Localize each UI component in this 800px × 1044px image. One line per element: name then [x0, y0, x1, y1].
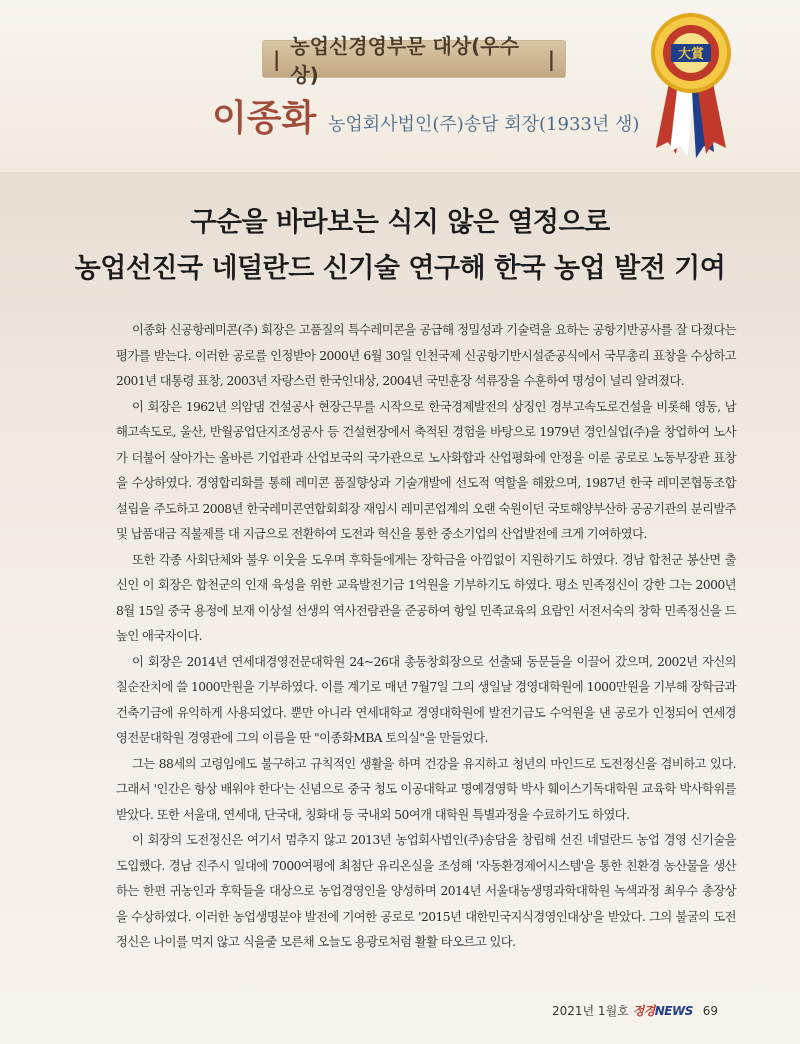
magazine-logo — [633, 1004, 693, 1018]
page-number: 69 — [702, 1004, 718, 1018]
paragraph-1: 이종화 신공항레미콘(주) 회장은 고품질의 특수레미콘을 공급해 정밀성과 기술력을 요하는 공항기반공사를 잘 다졌다는 평가를 받는다. 이러한 공로를 인정받아 2000년 6월 30일 인천국제 신공항기반시설준공식에서 국무총리 표창을 수상하고 2001년 대통령 표창, 2003년 자랑스런 한국인대상, 2004년 국민훈장 석류장을 수훈하여 명성이 널리 알려졌다. — [116, 323, 736, 388]
paragraph-5: 그는 88세의 고령임에도 불구하고 규칙적인 생활을 하며 건강을 유지하고 청년의 마인드로 도전정신을 겸비하고 있다. 그래서 '인간은 항상 배워야 한다'는 신념으로 중국 청도 이공대학교 명예경영학 박사 훼이스기독대학원 교육학 박사학위를 받았다. 또한 서울대, 연세대, 단국대, 칭화대 등 국내외 50여개 대학원 특별과정을 수료하기도 하였다. — [116, 756, 736, 822]
awardee-title: 농업회사법인(주)송담 회장(1933년 생) — [328, 114, 640, 135]
paragraph-4: 이 회장은 2014년 연세대경영전문대학원 24~26대 총동창회장으로 선출돼 동문들을 이끌어 갔으며, 2002년 자신의 칠순잔치에 쓸 1000만원을 기부하였다. 이를 계기로 매년 7월7일 그의 생일날 경영대학원에 1000만원을 기부해 장학금과 건축기금에 유익하게 사용되었다. 뿐만 아니라 연세대학교 경영대학원에 발전기금도 수억원을 낸 공로가 인정되어 연세경영전문대학원 경영관에 그의 이름을 딴 "이종화MBA 토의실"을 만들었다. — [116, 654, 736, 745]
headline-line-2: 농업선진국 네덜란드 신기술 연구해 한국 농업 발전 기여 — [74, 253, 726, 284]
award-category-banner — [262, 34, 566, 87]
article-header — [0, 0, 800, 172]
headline-line-1: 구순을 바라보는 식지 않은 열정으로 — [190, 207, 610, 238]
medal-center-text: 大賞 — [677, 47, 705, 62]
issue-date: 2021년 1월호 — [551, 1004, 629, 1018]
banner-left-bar: | — [273, 47, 281, 71]
awardee-name: 이종화 — [212, 98, 317, 139]
paragraph-3: 또한 각종 사회단체와 불우 이웃을 도우며 후학들에게는 장학금을 아낌없이 지원하기도 하였다. 경남 합천군 봉산면 출신인 이 회장은 합천군의 인재 육성을 위한 교육발전기금 1억원을 기부하기도 하였다. 평소 민족정신이 강한 그는 2000년 8월 15일 중국 용정에 보재 이상설 선생의 역사전람관을 준공하여 항일 민족교육의 요람인 서전서숙의 창학 민족정신을 드높인 애국자이다. — [116, 552, 736, 643]
article-content — [116, 318, 736, 956]
banner-right-bar: | — [547, 47, 555, 71]
award-category-label: 농업신경영부문 대상(우수상) — [290, 34, 519, 87]
paragraph-2: 이 회장은 1962년 의암댐 건설공사 현장근무를 시작으로 한국경제발전의 상징인 경부고속도로건설을 비롯해 영동, 남해고속도로, 울산, 반월공업단지조성공사 등 건설현장에서 축적된 경험을 바탕으로 1979년 경인실업(주)을 창업하여 노사가 더불어 살아가는 올바른 기업관과 산업보국의 국가관으로 노사화합과 산업평화에 안정을 이룬 공로로 노동부장관 표창을 수상하였다. 경영합리화를 통해 레미콘 품질향상과 기술개발에 선도적 역할을 해왔으며, 1987년 한국 레미콘협동조합 설립을 주도하고 2008년 한국레미콘연합회회장 재임시 레미콘업계의 오랜 숙원이던 국토해양부산하 공공기관의 분리발주 및 납품대금 직불제를 대 지급으로 전환하여 도전과 혁신을 통한 중소기업의 산업발전에 크게 기여하였다. — [116, 399, 736, 541]
paragraph-6: 이 회장의 도전정신은 여기서 멈추지 않고 2013년 농업회사법인(주)송담을 창립해 선진 네덜란드 농업 경영 신기술을 도입했다. 경남 진주시 일대에 7000여평에 최첨단 유리온실을 조성해 '자동환경제어시스템'을 통한 친환경 농산물을 생산하는 한편 귀농인과 후학들을 대상으로 농업경영인을 양성하며 2014년 서울대농생명과학대학원 녹색과정 최우수 총장상을 수상하였다. 이러한 농업생명분야 발전에 기여한 공로로 '2015년 대한민국지식경영인대상'을 받았다. 그의 불굴의 도전정신은 나이를 먹지 않고 식을줄 모른채 오늘도 용광로처럼 활활 타오르고 있다. — [116, 833, 736, 949]
logo-text-a: 정경 — [632, 1004, 655, 1018]
award-medal-icon — [648, 8, 734, 158]
logo-text-b: NEWS — [654, 1004, 693, 1018]
page-footer — [528, 1002, 718, 1019]
